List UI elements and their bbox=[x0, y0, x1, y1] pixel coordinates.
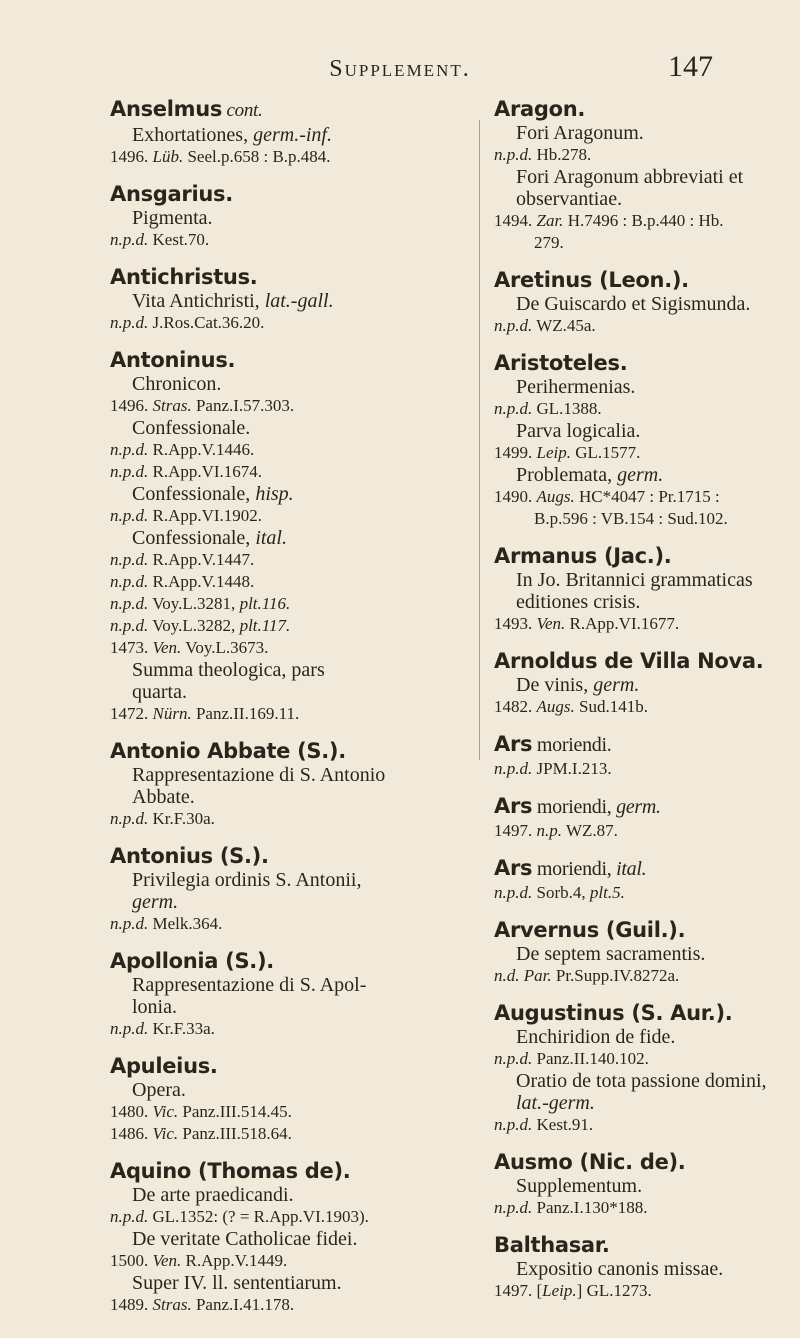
ref-citation: Melk.364. bbox=[148, 914, 223, 933]
reference-line bbox=[110, 505, 472, 527]
entry-heading bbox=[110, 264, 472, 290]
ref-citation: Panz.I.57.303. bbox=[191, 396, 295, 415]
entry-heading bbox=[110, 1158, 472, 1184]
title-text: Rappresentazione di S. Apol- bbox=[132, 974, 367, 996]
work-title bbox=[494, 569, 800, 591]
heading-suffix: cont. bbox=[222, 100, 263, 121]
ref-citation: GL.1388. bbox=[532, 399, 602, 418]
title-text: quarta. bbox=[132, 681, 187, 703]
ref-year: 279. bbox=[534, 233, 564, 252]
title-language: lat.-germ. bbox=[516, 1092, 595, 1114]
index-entry bbox=[110, 738, 472, 830]
entry-heading bbox=[110, 1053, 472, 1079]
title-text: Abbate. bbox=[132, 786, 195, 808]
heading-text: Augustinus (S. Aur.). bbox=[494, 1001, 733, 1025]
ref-citation: Seel.p.658 : B.p.484. bbox=[183, 147, 331, 166]
index-entry bbox=[494, 793, 800, 842]
entry-heading bbox=[494, 917, 800, 943]
ref-place: n.p.d. bbox=[494, 1198, 533, 1217]
running-title: Supplement. bbox=[329, 56, 471, 82]
index-entry bbox=[494, 917, 800, 987]
index-entry bbox=[494, 96, 800, 254]
work-title bbox=[110, 527, 472, 549]
title-text: Enchiridion de fide. bbox=[516, 1026, 676, 1048]
ref-place: n.p.d. bbox=[494, 1049, 533, 1068]
work-title bbox=[494, 122, 800, 144]
page-header bbox=[0, 0, 800, 90]
work-title bbox=[110, 1079, 472, 1101]
heading-text: Armanus (Jac.). bbox=[494, 544, 672, 568]
reference-line bbox=[494, 315, 800, 337]
ref-citation: Panz.III.514.45. bbox=[178, 1102, 292, 1121]
index-entry bbox=[110, 264, 472, 334]
left-column bbox=[110, 96, 472, 1329]
ref-citation: H.7496 : B.p.440 : Hb. bbox=[563, 211, 724, 230]
work-title bbox=[494, 591, 800, 613]
ref-plate: plt.117. bbox=[239, 616, 291, 635]
entry-heading bbox=[110, 96, 472, 124]
reference-line bbox=[494, 398, 800, 420]
ref-place: Lüb. bbox=[152, 147, 184, 166]
title-text: Fori Aragonum. bbox=[516, 122, 644, 144]
title-text: Confessionale, bbox=[132, 527, 256, 549]
ref-citation: Hb.278. bbox=[532, 145, 592, 164]
index-entry bbox=[110, 1053, 472, 1145]
work-title bbox=[494, 1175, 800, 1197]
ref-place: Ven. bbox=[536, 614, 566, 633]
work-title bbox=[110, 207, 472, 229]
ref-place: Augs. bbox=[536, 487, 575, 506]
ref-place: n.p.d. bbox=[110, 1019, 149, 1038]
work-title bbox=[494, 674, 800, 696]
work-title bbox=[494, 1258, 800, 1280]
ref-citation: Voy.L.3282, bbox=[148, 616, 240, 635]
title-text: Fori Aragonum abbreviati et bbox=[516, 166, 744, 188]
ref-citation: HC*4047 : Pr.1715 : bbox=[574, 487, 720, 506]
work-title bbox=[110, 891, 472, 913]
index-entry bbox=[494, 855, 800, 904]
ref-citation: Kr.F.30a. bbox=[148, 809, 215, 828]
ref-year: B.p.596 : VB.154 : Sud.102. bbox=[534, 509, 728, 528]
title-text: Privilegia ordinis S. Antonii, bbox=[132, 869, 362, 891]
ref-place: n.p.d. bbox=[494, 399, 533, 418]
ref-plate: plt.5. bbox=[589, 883, 625, 902]
reference-line bbox=[110, 1018, 472, 1040]
title-text: De Guiscardo et Sigismunda. bbox=[516, 293, 751, 315]
ref-place: Stras. bbox=[152, 1295, 192, 1314]
index-entry bbox=[494, 1232, 800, 1302]
index-entry bbox=[110, 96, 472, 168]
heading-text: Aquino (Thomas de). bbox=[110, 1159, 351, 1183]
work-title bbox=[494, 188, 800, 210]
work-title bbox=[110, 124, 472, 146]
title-language: lat.-gall. bbox=[264, 290, 334, 312]
work-title bbox=[494, 1070, 800, 1092]
ref-place: n.p.d. bbox=[110, 616, 149, 635]
index-entry bbox=[110, 347, 472, 725]
entry-heading bbox=[110, 181, 472, 207]
ref-year: 1497. bbox=[494, 1281, 537, 1300]
work-title bbox=[494, 293, 800, 315]
reference-line bbox=[110, 146, 472, 168]
column-divider bbox=[479, 120, 480, 760]
heading-plain: moriendi. bbox=[532, 734, 612, 756]
reference-line bbox=[494, 820, 800, 842]
ref-place: n.p.d. bbox=[110, 462, 149, 481]
entry-heading bbox=[494, 648, 800, 674]
heading-text: Arnoldus de Villa Nova. bbox=[494, 649, 764, 673]
ref-place: n.p.d. bbox=[494, 883, 533, 902]
ref-place: n.p.d. bbox=[110, 1207, 149, 1226]
reference-line bbox=[110, 549, 472, 571]
index-entry bbox=[110, 1158, 472, 1316]
title-text: editiones crisis. bbox=[516, 591, 641, 613]
ref-citation: Kest.70. bbox=[148, 230, 210, 249]
title-text: Summa theologica, pars bbox=[132, 659, 325, 681]
ref-bracket: [ bbox=[536, 1281, 543, 1300]
entry-heading bbox=[494, 1232, 800, 1258]
index-entry bbox=[494, 350, 800, 530]
title-text: Confessionale, bbox=[132, 483, 256, 505]
work-title bbox=[110, 1184, 472, 1206]
right-column bbox=[494, 96, 800, 1315]
title-text: De arte praedicandi. bbox=[132, 1184, 294, 1206]
work-title bbox=[110, 290, 472, 312]
ref-year: 1494. bbox=[494, 211, 537, 230]
ref-citation: Pr.Supp.IV.8272a. bbox=[551, 966, 680, 985]
title-text: In Jo. Britannici grammaticas bbox=[516, 569, 753, 591]
ref-citation: Panz.III.518.64. bbox=[178, 1124, 292, 1143]
index-entry bbox=[494, 731, 800, 780]
reference-line bbox=[110, 913, 472, 935]
title-text: De vinis, bbox=[516, 674, 594, 696]
ref-place: Ven. bbox=[152, 638, 182, 657]
work-title bbox=[494, 420, 800, 442]
reference-line bbox=[110, 461, 472, 483]
ref-year: 1490. bbox=[494, 487, 537, 506]
ref-place: Par. bbox=[523, 966, 552, 985]
ref-place: n.p.d. bbox=[110, 550, 149, 569]
ref-citation: GL.1352: (? = R.App.VI.1903). bbox=[148, 1207, 369, 1226]
ref-citation: Kr.F.33a. bbox=[148, 1019, 215, 1038]
entry-heading bbox=[494, 543, 800, 569]
title-text: Problemata, bbox=[516, 464, 618, 486]
work-title bbox=[110, 1272, 472, 1294]
heading-text: Ausmo (Nic. de). bbox=[494, 1150, 686, 1174]
ref-year: 1473. bbox=[110, 638, 153, 657]
reference-line bbox=[110, 1294, 472, 1316]
title-text: Opera. bbox=[132, 1079, 186, 1101]
ref-year: 1480. bbox=[110, 1102, 153, 1121]
reference-line bbox=[494, 1280, 800, 1302]
work-title bbox=[110, 996, 472, 1018]
ref-place: Augs. bbox=[536, 697, 575, 716]
heading-text: Arvernus (Guil.). bbox=[494, 918, 686, 942]
entry-heading bbox=[494, 731, 800, 758]
reference-line bbox=[110, 571, 472, 593]
ref-place: Vic. bbox=[152, 1124, 179, 1143]
entry-heading bbox=[494, 793, 800, 820]
title-text: Expositio canonis missae. bbox=[516, 1258, 724, 1280]
index-entry bbox=[110, 948, 472, 1040]
ref-citation: R.App.V.1447. bbox=[148, 550, 255, 569]
heading-text: Apollonia (S.). bbox=[110, 949, 274, 973]
index-entry bbox=[494, 267, 800, 337]
reference-line bbox=[110, 1206, 472, 1228]
ref-place: Vic. bbox=[152, 1102, 179, 1121]
index-entry bbox=[494, 648, 800, 718]
heading-text: Antonio Abbate (S.). bbox=[110, 739, 346, 763]
reference-line bbox=[494, 613, 800, 635]
index-entry bbox=[110, 181, 472, 251]
ref-place: Leip. bbox=[536, 443, 571, 462]
work-title bbox=[110, 483, 472, 505]
ref-place: n.d. bbox=[494, 966, 520, 985]
ref-place: n.p.d. bbox=[494, 1115, 533, 1134]
reference-line bbox=[110, 439, 472, 461]
title-language: germ. bbox=[617, 464, 664, 486]
title-language: ital. bbox=[255, 527, 287, 549]
ref-citation: Panz.II.140.102. bbox=[532, 1049, 649, 1068]
heading-text: Aretinus (Leon.). bbox=[494, 268, 689, 292]
title-language: hisp. bbox=[255, 483, 294, 505]
title-text: Perihermenias. bbox=[516, 376, 636, 398]
heading-text: Ansgarius. bbox=[110, 182, 233, 206]
index-entry bbox=[110, 843, 472, 935]
ref-citation: GL.1577. bbox=[570, 443, 641, 462]
ref-place: Nürn. bbox=[152, 704, 192, 723]
ref-place: n.p. bbox=[536, 821, 562, 840]
ref-citation: Voy.L.3673. bbox=[181, 638, 269, 657]
entry-heading bbox=[494, 267, 800, 293]
entry-heading bbox=[110, 948, 472, 974]
title-text: Parva logicalia. bbox=[516, 420, 641, 442]
ref-place: n.p.d. bbox=[494, 759, 533, 778]
work-title bbox=[494, 464, 800, 486]
reference-line bbox=[110, 312, 472, 334]
heading-text: Antonius (S.). bbox=[110, 844, 269, 868]
work-title bbox=[494, 376, 800, 398]
heading-text: Apuleius. bbox=[110, 1054, 218, 1078]
title-text: De septem sacramentis. bbox=[516, 943, 706, 965]
ref-citation: WZ.87. bbox=[562, 821, 618, 840]
title-text: Vita Antichristi, bbox=[132, 290, 265, 312]
reference-line bbox=[110, 637, 472, 659]
heading-text: Ars bbox=[494, 732, 533, 756]
work-title bbox=[494, 943, 800, 965]
ref-citation: R.App.VI.1902. bbox=[148, 506, 263, 525]
entry-heading bbox=[110, 843, 472, 869]
ref-place: n.p.d. bbox=[110, 572, 149, 591]
heading-text: Anselmus bbox=[110, 97, 223, 121]
heading-text: Aristoteles. bbox=[494, 351, 628, 375]
title-text: Super IV. ll. sententiarum. bbox=[132, 1272, 342, 1294]
ref-place: n.p.d. bbox=[494, 145, 533, 164]
index-entry bbox=[494, 1000, 800, 1136]
entry-heading bbox=[110, 347, 472, 373]
heading-plain: moriendi, bbox=[532, 858, 617, 880]
entry-heading bbox=[494, 1149, 800, 1175]
heading-text: Antichristus. bbox=[110, 265, 258, 289]
ref-place: n.p.d. bbox=[110, 594, 149, 613]
entry-heading bbox=[494, 96, 800, 122]
entry-heading bbox=[494, 855, 800, 882]
title-text: De veritate Catholicae fidei. bbox=[132, 1228, 358, 1250]
ref-citation: J.Ros.Cat.36.20. bbox=[148, 313, 265, 332]
work-title bbox=[110, 869, 472, 891]
ref-year: 1497. bbox=[494, 821, 537, 840]
title-text: Exhortationes, bbox=[132, 124, 254, 146]
heading-text: Aragon. bbox=[494, 97, 586, 121]
reference-line bbox=[494, 696, 800, 718]
ref-citation: ] GL.1273. bbox=[576, 1281, 652, 1300]
ref-citation: Kest.91. bbox=[532, 1115, 594, 1134]
ref-place: Stras. bbox=[152, 396, 192, 415]
reference-line bbox=[110, 1123, 472, 1145]
page-number: 147 bbox=[668, 50, 713, 83]
heading-text: Antoninus. bbox=[110, 348, 236, 372]
ref-place: n.p.d. bbox=[110, 230, 149, 249]
title-text: Pigmenta. bbox=[132, 207, 213, 229]
ref-citation: Voy.L.3281, bbox=[148, 594, 240, 613]
heading-plain: moriendi, bbox=[532, 796, 617, 818]
work-title bbox=[494, 166, 800, 188]
reference-line bbox=[494, 965, 800, 987]
heading-italic: germ. bbox=[616, 796, 661, 818]
work-title bbox=[110, 786, 472, 808]
ref-place: Leip. bbox=[542, 1281, 577, 1300]
title-language: germ. bbox=[593, 674, 640, 696]
work-title bbox=[110, 974, 472, 996]
reference-line bbox=[494, 1048, 800, 1070]
work-title bbox=[494, 1092, 800, 1114]
ref-plate: plt.116. bbox=[239, 594, 291, 613]
reference-line bbox=[494, 1114, 800, 1136]
ref-citation: R.App.V.1446. bbox=[148, 440, 255, 459]
ref-citation: JPM.I.213. bbox=[532, 759, 612, 778]
work-title bbox=[110, 681, 472, 703]
ref-citation: R.App.V.1448. bbox=[148, 572, 255, 591]
ref-year: 1499. bbox=[494, 443, 537, 462]
ref-place: Ven. bbox=[152, 1251, 182, 1270]
entry-heading bbox=[494, 1000, 800, 1026]
ref-place: n.p.d. bbox=[110, 809, 149, 828]
reference-line bbox=[494, 508, 800, 530]
heading-text: Ars bbox=[494, 794, 533, 818]
reference-line bbox=[494, 1197, 800, 1219]
ref-citation: Panz.I.130*188. bbox=[532, 1198, 648, 1217]
reference-line bbox=[110, 593, 472, 615]
title-language: germ. bbox=[132, 891, 179, 913]
reference-line bbox=[110, 808, 472, 830]
ref-citation: Panz.I.41.178. bbox=[191, 1295, 295, 1314]
reference-line bbox=[110, 1101, 472, 1123]
ref-year: 1482. bbox=[494, 697, 537, 716]
title-text: lonia. bbox=[132, 996, 177, 1018]
reference-line bbox=[110, 615, 472, 637]
ref-place: n.p.d. bbox=[494, 316, 533, 335]
ref-place: n.p.d. bbox=[110, 313, 149, 332]
reference-line bbox=[110, 395, 472, 417]
reference-line bbox=[494, 486, 800, 508]
ref-citation: Panz.II.169.11. bbox=[191, 704, 300, 723]
work-title bbox=[110, 659, 472, 681]
title-text: Chronicon. bbox=[132, 373, 222, 395]
title-text: observantiae. bbox=[516, 188, 623, 210]
ref-place: n.p.d. bbox=[110, 914, 149, 933]
reference-line bbox=[494, 232, 800, 254]
entry-heading bbox=[494, 350, 800, 376]
reference-line bbox=[110, 1250, 472, 1272]
work-title bbox=[110, 373, 472, 395]
ref-place: Zar. bbox=[536, 211, 564, 230]
ref-year: 1493. bbox=[494, 614, 537, 633]
reference-line bbox=[110, 703, 472, 725]
reference-line bbox=[494, 758, 800, 780]
heading-text: Ars bbox=[494, 856, 533, 880]
title-text: Oratio de tota passione domini, bbox=[516, 1070, 767, 1092]
title-text: Confessionale. bbox=[132, 417, 251, 439]
ref-year: 1496. bbox=[110, 147, 153, 166]
ref-citation: WZ.45a. bbox=[532, 316, 596, 335]
work-title bbox=[110, 764, 472, 786]
title-text: Supplementum. bbox=[516, 1175, 643, 1197]
reference-line bbox=[494, 144, 800, 166]
title-text: Rappresentazione di S. Antonio bbox=[132, 764, 386, 786]
reference-line bbox=[494, 210, 800, 232]
ref-citation: R.App.VI.1677. bbox=[565, 614, 680, 633]
reference-line bbox=[494, 442, 800, 464]
reference-line bbox=[110, 229, 472, 251]
work-title bbox=[110, 1228, 472, 1250]
ref-place: n.p.d. bbox=[110, 440, 149, 459]
entry-heading bbox=[110, 738, 472, 764]
ref-citation: R.App.V.1449. bbox=[181, 1251, 288, 1270]
ref-citation: Sorb.4, bbox=[532, 883, 590, 902]
index-entry bbox=[494, 543, 800, 635]
ref-year: 1500. bbox=[110, 1251, 153, 1270]
ref-place: n.p.d. bbox=[110, 506, 149, 525]
ref-year: 1496. bbox=[110, 396, 153, 415]
ref-year: 1486. bbox=[110, 1124, 153, 1143]
ref-citation: R.App.VI.1674. bbox=[148, 462, 263, 481]
index-entry bbox=[494, 1149, 800, 1219]
work-title bbox=[494, 1026, 800, 1048]
heading-italic: ital. bbox=[616, 858, 647, 880]
ref-year: 1489. bbox=[110, 1295, 153, 1314]
ref-year: 1472. bbox=[110, 704, 153, 723]
ref-citation: Sud.141b. bbox=[574, 697, 648, 716]
heading-text: Balthasar. bbox=[494, 1233, 610, 1257]
reference-line bbox=[494, 882, 800, 904]
title-language: germ.-inf. bbox=[253, 124, 332, 146]
work-title bbox=[110, 417, 472, 439]
